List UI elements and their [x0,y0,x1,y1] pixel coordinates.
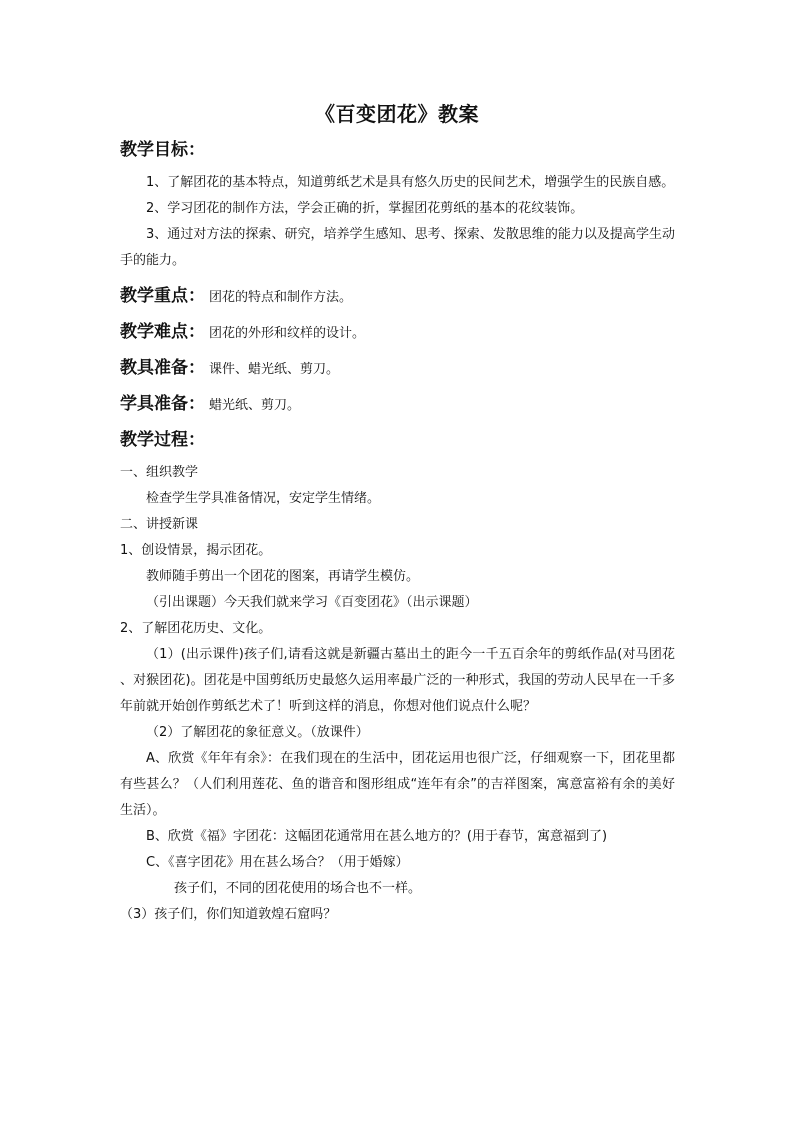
step-title: 2、了解团花历史、文化。 [120,621,272,636]
focus-row [120,278,675,314]
student-tools-value: 蜡光纸、剪刀。 [209,398,301,413]
focus-value: 团花的特点和制作方法。 [209,290,353,305]
step-text: C、《喜字团花》用在甚么场合？（用于婚嫁） [146,855,409,870]
section-text: 检查学生学具准备情况，安定学生情绪。 [146,491,381,506]
step-text: 孩子们，不同的团花使用的场合也不一样。 [174,881,422,896]
difficulty-value: 团花的外形和纹样的设计。 [209,326,366,341]
step-text: （2）了解团花的象征意义。（放课件） [146,725,369,740]
step-text: （1）(出示课件)孩子们,请看这就是新疆古墓出土的距今一千五百余年的剪纸作品(对马团花 、对猴团花)。团花是中国剪纸历史最悠久运用率最广泛的一种形式，我国的劳动人民早在一千多年前就开始创作剪纸艺术了！听到这样的消息，你想对他们说点什么呢？ [120,647,675,714]
step-title: 1、创设情景，揭示团花。 [120,543,272,558]
student-tools-row [120,386,675,422]
student-tools-label: 学具准备： [120,394,205,414]
document-title: 《百变团花》教案 [315,102,479,126]
step-text: A、欣赏《年年有余》：在我们现在的生活中，团花运用也很广泛，仔细观察一下，团花里都有些甚么？（人们利用莲花、鱼的谐音和图形组成“连年有余”的吉祥图案，寓意富裕有余的美好生活）。 [120,751,675,818]
section-title: 二、讲授新课 [120,517,199,532]
step-text: B、欣赏《福》字团花：这幅团花通常用在甚么地方的？(用于春节，寓意福到了) [146,829,608,844]
goal-item: 3、通过对方法的探索、研究，培养学生感知、思考、探索、发散思维的能力以及提高学生动手的能力。 [120,227,675,268]
teacher-tools-label: 教具准备： [120,358,205,378]
teacher-tools-value: 课件、蜡光纸、剪刀。 [209,362,340,377]
step-text: （3）孩子们，你们知道敦煌石窟吗？ [120,907,337,922]
goal-item: 1、了解团花的基本特点，知道剪纸艺术是具有悠久历史的民间艺术，增强学生的民族自感。 [146,175,675,190]
difficulty-label: 教学难点： [120,322,205,342]
difficulty-row [120,314,675,350]
step-text: （引出课题）今天我们就来学习《百变团花》（出示课题） [146,595,478,610]
goals-list [120,170,675,274]
section-title: 一、组织教学 [120,465,199,480]
process-heading: 教学过程： [120,430,205,450]
goal-item: 2、学习团花的制作方法，学会正确的折，掌握团花剪纸的基本的花纹装饰。 [146,201,584,216]
teacher-tools-row [120,350,675,386]
step-text: 教师随手剪出一个团花的图案，再请学生模仿。 [146,569,420,584]
goals-heading: 教学目标： [120,140,205,160]
focus-label: 教学重点： [120,286,205,306]
process-section [120,460,675,928]
document-body [120,134,675,928]
